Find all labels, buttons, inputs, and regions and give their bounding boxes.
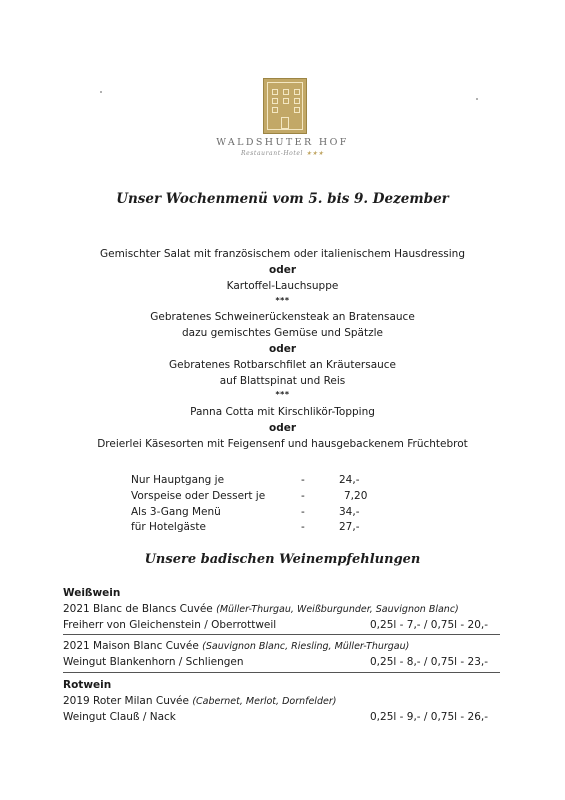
wine-divider	[63, 672, 500, 673]
scan-speck	[476, 98, 478, 100]
menu-separator: ***	[275, 296, 290, 305]
menu-line: Kartoffel-Lauchsuppe	[226, 280, 339, 292]
menu-divider-oder: oder	[268, 343, 297, 355]
price-amount: 7,20	[344, 490, 368, 502]
wine-section-title: Unsere badischen Weinempfehlungen	[144, 552, 421, 567]
menu-title: Unser Wochenmenü vom 5. bis 9. Dezember	[116, 191, 449, 207]
price-amount: 24,-	[339, 474, 360, 486]
menu-line: Gebratenes Rotbarschfilet an Kräutersauce	[168, 359, 397, 371]
wine-grapes: (Cabernet, Merlot, Dornfelder)	[192, 696, 337, 707]
wine-name: 2021 Blanc de Blancs Cuvée	[63, 603, 213, 615]
wine-price: 0,25l - 8,- / 0,75l - 23,-	[370, 656, 489, 668]
price-dash: -	[301, 521, 305, 533]
price-dash: -	[301, 490, 305, 502]
wine-divider	[63, 634, 500, 635]
stars-rating: ★★★	[306, 150, 324, 157]
wine-name: 2019 Roter Milan Cuvée	[63, 695, 189, 707]
wine-price: 0,25l - 7,- / 0,75l - 20,-	[370, 619, 489, 631]
price-label: Als 3-Gang Menü	[131, 506, 221, 518]
wine-name-line	[63, 695, 336, 707]
wine-producer: Freiherr von Gleichenstein / Oberrottweil	[63, 619, 277, 631]
brand-subtitle: Restaurant-Hotel ★★★	[240, 150, 324, 157]
menu-line: Dreierlei Käsesorten mit Feigensenf und hausgebackenem Früchtebrot	[97, 438, 468, 450]
menu-line: auf Blattspinat und Reis	[219, 375, 346, 387]
menu-line: dazu gemischtes Gemüse und Spätzle	[182, 327, 383, 339]
menu-divider-oder: oder	[268, 422, 297, 434]
wine-price: 0,25l - 9,- / 0,75l - 26,-	[370, 711, 489, 723]
wine-category-white: Weißwein	[63, 587, 121, 599]
price-label: Nur Hauptgang je	[131, 474, 225, 486]
price-amount: 27,-	[339, 521, 360, 533]
brand-name: WALDSHUTER HOF	[216, 137, 349, 148]
menu-divider-oder: oder	[268, 264, 297, 276]
wine-producer: Weingut Blankenhorn / Schliengen	[63, 656, 244, 668]
hotel-logo-icon	[263, 78, 307, 134]
price-amount: 34,-	[339, 506, 360, 518]
price-dash: -	[301, 506, 305, 518]
menu-line: Panna Cotta mit Kirschlikör-Topping	[190, 406, 375, 418]
wine-grapes: (Müller-Thurgau, Weißburgunder, Sauvignon Blanc)	[216, 604, 459, 615]
menu-line: Gemischter Salat mit französischem oder italienischem Hausdressing	[99, 248, 466, 260]
menu-separator: ***	[275, 390, 290, 399]
price-label: Vorspeise oder Dessert je	[131, 490, 266, 502]
scan-speck	[100, 91, 102, 93]
wine-name: 2021 Maison Blanc Cuvée	[63, 640, 199, 652]
wine-name-line	[63, 640, 409, 652]
wine-category-red: Rotwein	[63, 679, 112, 691]
price-dash: -	[301, 474, 305, 486]
price-label: für Hotelgäste	[131, 521, 206, 533]
wine-name-line	[63, 603, 459, 615]
wine-producer: Weingut Clauß / Nack	[63, 711, 176, 723]
menu-line: Gebratenes Schweinerückensteak an Bratensauce	[150, 311, 415, 323]
wine-grapes: (Sauvignon Blanc, Riesling, Müller-Thurgau)	[202, 641, 410, 652]
